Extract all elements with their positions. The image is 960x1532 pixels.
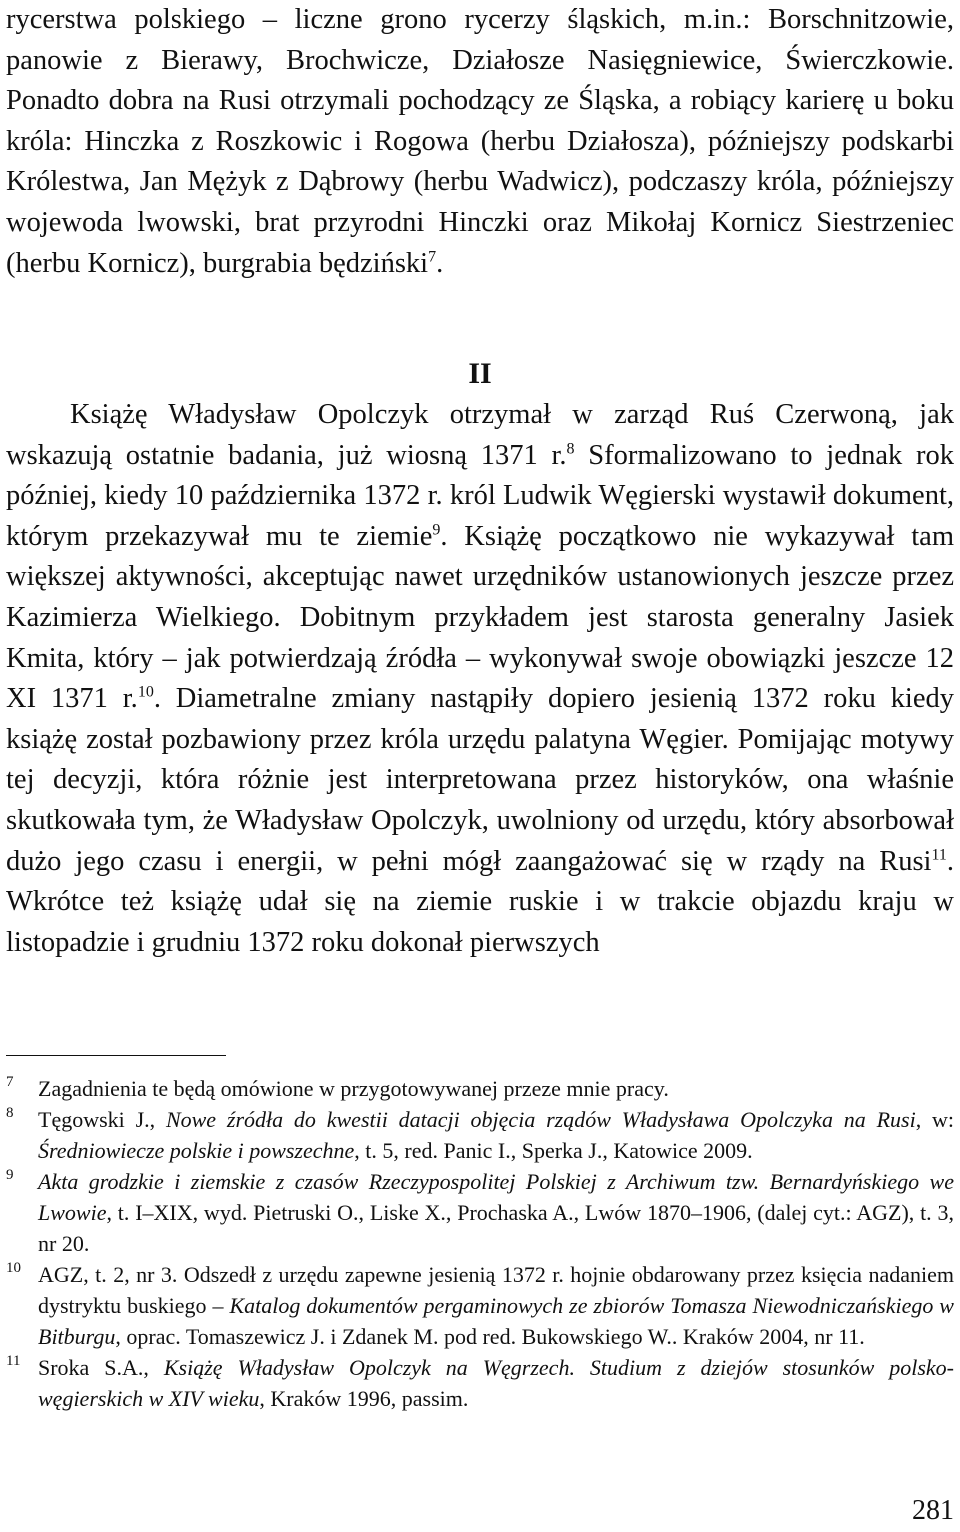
footnote-ref-9[interactable]: 9	[432, 521, 441, 539]
footnote-11	[6, 1352, 954, 1414]
footnote-number: 11	[6, 1353, 21, 1369]
footnote-mid: , w:	[915, 1107, 954, 1132]
section-heading: II	[468, 357, 492, 390]
paragraph-part-3: . Książę początkowo nie wykazywał tam większej aktywności, akceptując nawet urzędników ustanowionych jeszcze przez Kazimierza Wielkiego. Dobitnym przykładem jest starosta generalny Jasiek Kmita, który – jak potwierdzają źródła – wykonywał swoje obowiązki jeszcze 12 XI 1371 r.	[6, 520, 954, 715]
paragraph-part-2: Sformalizowano to jednak rok później, kiedy 10 października 1372 r. król Ludwik Węgierski wystawił dokument, którym przekazywał mu te ziemie	[6, 439, 954, 552]
footnote-number: 10	[6, 1260, 21, 1276]
footnote-rest: , Kraków 1996, passim.	[259, 1386, 469, 1411]
footnote-title: Katalog dokumentów pergaminowych ze zbiorów Tomasza Niewodniczańskiego w Bitburgu	[38, 1293, 954, 1349]
footnote-8	[6, 1104, 954, 1166]
paragraph-continuation	[6, 0, 954, 284]
paragraph-end: .	[436, 247, 444, 279]
footnote-9	[6, 1166, 954, 1259]
footnote-ref-7[interactable]: 7	[428, 248, 437, 266]
paragraph-text: rycerstwa polskiego – liczne grono rycerzy śląskich, m.in.: Borschnitzowie, panowie z Bierawy, Brochwicze, Działosze Nasięgniewice, Świerczkowie. Ponadto dobra na Rusi otrzymali pochodzący ze Śląska, a robiący karierę u boku króla: Hinczka z Roszkowic i Rogowa (herbu Działosza), późniejszy podskarbi Królestwa, Jan Mężyk z Dąbrowy (herbu Wadwicz), podczaszy króla, późniejszy wojewoda lwowski, brat przyrodni Hinczki oraz Mikołaj Kornicz Siestrzeniec (herbu Kornicz), burgrabia będziński	[6, 4, 954, 279]
paragraph-part-4: . Diametralne zmiany nastąpiły dopiero jesienią 1372 roku kiedy książę został pozbawiony przez króla urzędu palatyna Węgier. Pomijając motywy tej decyzji, która różnie jest interpretowana przez historyków, ona właśnie skutkowała tym, że Władysław Opolczyk, uwolniony od urzędu, który absorbował dużo jego czasu i energii, w pełni mógł zaangażować się w rządy na Rusi	[6, 683, 954, 877]
footnote-number: 9	[6, 1167, 14, 1183]
footnote-text: Zagadnienia te będą omówione w przygotowywanej przeze mnie pracy.	[38, 1076, 669, 1101]
footnotes	[6, 1073, 954, 1414]
footnote-rest: , oprac. Tomaszewicz J. i Zdanek M. pod red. Bukowskiego W.. Kraków 2004, nr 11.	[115, 1324, 865, 1349]
footnote-ref-8[interactable]: 8	[566, 440, 575, 458]
footnote-10	[6, 1259, 954, 1352]
footnote-ref-10[interactable]: 10	[137, 683, 154, 701]
page-number: 281	[912, 1495, 954, 1526]
footnote-title: Nowe źródła do kwestii datacji objęcia rządów Władysława Opolczyka na Rusi	[165, 1107, 916, 1132]
footnote-author: Tęgowski J.,	[38, 1107, 166, 1132]
footnote-ref-11[interactable]: 11	[931, 846, 947, 864]
footnote-rest: , t. 5, red. Panic I., Sperka J., Katowice 2009.	[354, 1138, 753, 1163]
footnote-text: AGZ, t. 2, nr 3. Odszedł z urzędu zapewne jesienią 1372 r. hojnie obdarowany przez księcia nadaniem dystryktu buskiego –	[38, 1262, 954, 1318]
footnote-divider	[6, 1055, 226, 1056]
footnote-series: Średniowiecze polskie i powszechne	[38, 1138, 355, 1163]
footnote-title: Akta grodzkie i ziemskie z czasów Rzeczypospolitej Polskiej z Archiwum tzw. Bernardyńskiego we Lwowie	[38, 1169, 954, 1225]
footnote-number: 7	[6, 1074, 14, 1090]
paragraph-main	[6, 395, 954, 963]
footnote-author: Sroka S.A.,	[38, 1355, 164, 1380]
footnote-7	[6, 1073, 954, 1104]
paragraph-part-1: Książę Władysław Opolczyk otrzymał w zarząd Ruś Czerwoną, jak wskazują ostatnie badania, już wiosną 1371 r.	[6, 399, 954, 471]
paragraph-part-5: . Wkrótce też książę udał się na ziemie ruskie i w trakcie objazdu kraju w listopadzie i grudniu 1372 roku dokonał pierwszych	[6, 845, 954, 958]
footnote-number: 8	[6, 1105, 14, 1121]
footnote-title: Książę Władysław Opolczyk na Węgrzech. Studium z dziejów stosunków polsko-węgierskich w XIV wieku	[38, 1355, 954, 1411]
footnote-rest: , t. I–XIX, wyd. Pietruski O., Liske X., Prochaska A., Lwów 1870–1906, (dalej cyt.: AGZ), t. 3, nr 20.	[38, 1200, 954, 1256]
